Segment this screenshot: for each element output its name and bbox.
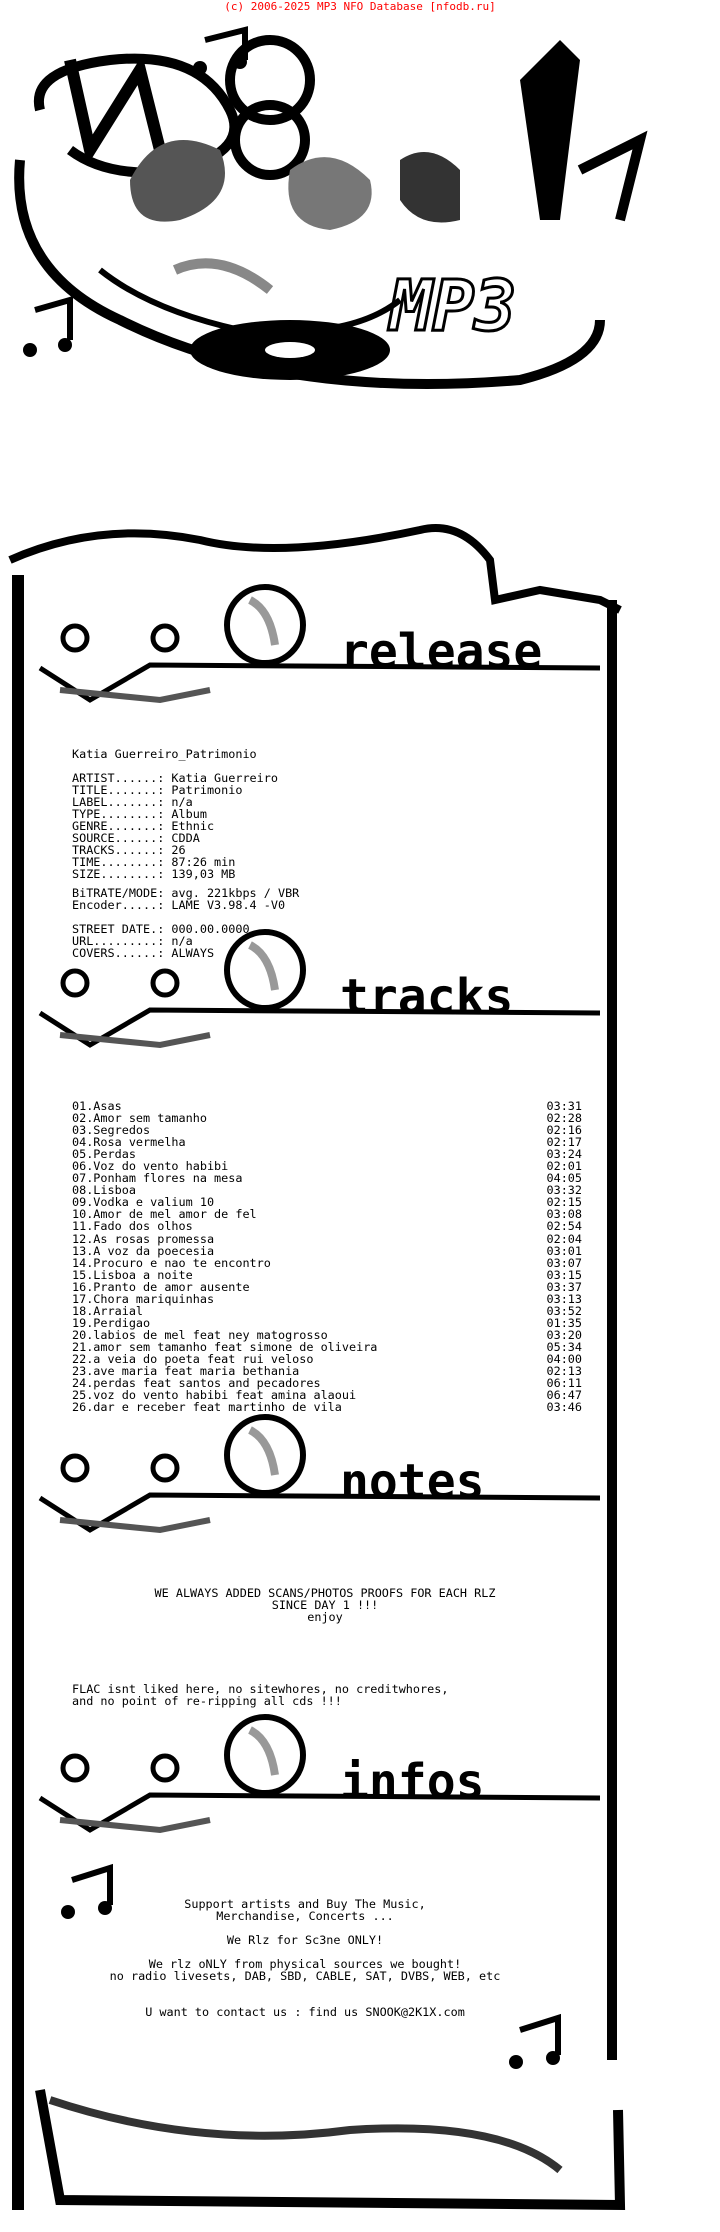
flac-line-1: FLAC isnt liked here, no sitewhores, no creditwhores, [72, 1682, 449, 1696]
track-row [72, 1220, 582, 1232]
release-field: Encoder.....: LAME V3.98.4 -V0 [72, 898, 286, 913]
track-title: 13.A voz da poecesia [72, 1243, 215, 1258]
flac-line-2: and no point of re-ripping all cds !!! [72, 1694, 342, 1708]
track-title: 23.ave maria feat maria bethania [72, 1364, 300, 1379]
track-title: 20.labios de mel feat ney matogrosso [72, 1327, 328, 1342]
section-title-infos: infos [340, 1754, 485, 1810]
track-row [72, 1269, 582, 1281]
track-title: 06.Voz do vento habibi [72, 1159, 229, 1174]
track-row [72, 1293, 582, 1305]
track-title: 10.Amor de mel amor de fel [72, 1207, 257, 1222]
track-time: 03:13 [546, 1291, 582, 1306]
track-row [72, 1136, 582, 1148]
track-time: 03:32 [546, 1183, 582, 1198]
release-field: ARTIST......: Katia Guerreiro [72, 771, 278, 785]
infos-line-4: We rlz oNLY from physical sources we bought! [148, 1957, 462, 1971]
release-name: Katia Guerreiro_Patrimonio [72, 747, 257, 761]
track-title: 24.perdas feat santos and pecadores [72, 1376, 321, 1391]
track-time: 02:13 [546, 1364, 582, 1379]
section-title-tracks: tracks [340, 969, 514, 1025]
track-time: 02:17 [546, 1135, 582, 1150]
track-time: 02:54 [546, 1219, 582, 1234]
infos-line-2: Merchandise, Concerts ... [216, 1909, 394, 1923]
track-row [72, 1281, 582, 1293]
section-art-infos [40, 1717, 600, 1830]
release-field: GENRE.......: Ethnic [72, 819, 215, 834]
section-title-notes: notes [340, 1454, 485, 1510]
track-title: 04.Rosa vermelha [72, 1135, 186, 1150]
track-time: 01:35 [546, 1315, 582, 1330]
track-title: 08.Lisboa [72, 1183, 136, 1198]
track-row [72, 1257, 582, 1269]
infos-line-1: Support artists and Buy The Music, [184, 1897, 426, 1911]
track-row [72, 1233, 582, 1245]
snook-logo [19, 30, 640, 384]
music-note-icon [23, 300, 72, 357]
infos-line-5: no radio livesets, DAB, SBD, CABLE, SAT, DVBS, WEB, etc [109, 1969, 501, 1983]
track-title: 01.Asas [72, 1099, 122, 1113]
track-title: 02.Amor sem tamanho [72, 1111, 207, 1126]
track-title: 26.dar e receber feat martinho de vila [72, 1400, 342, 1415]
track-title: 11.Fado dos olhos [72, 1219, 193, 1234]
section-title-release: release [340, 624, 543, 680]
track-time: 02:16 [546, 1123, 582, 1138]
music-note-icon [509, 2018, 560, 2069]
track-time: 03:07 [546, 1255, 582, 1270]
track-time: 03:15 [546, 1267, 582, 1282]
track-time: 03:01 [546, 1243, 582, 1258]
track-time: 02:28 [546, 1111, 582, 1126]
track-title: 25.voz do vento habibi feat amina alaoui [72, 1388, 357, 1403]
track-time: 03:52 [546, 1303, 582, 1318]
track-title: 03.Segredos [72, 1123, 151, 1138]
release-field: STREET DATE.: 000.00.0000 [72, 922, 250, 936]
notes-line-2: SINCE DAY 1 !!! [271, 1598, 379, 1612]
release-field: COVERS......: ALWAYS [72, 946, 215, 961]
track-time: 04:00 [546, 1351, 582, 1366]
track-title: 14.Procuro e nao te encontro [72, 1255, 271, 1270]
site-header: (c) 2006-2025 MP3 NFO Database [nfodb.ru] [224, 0, 496, 13]
track-title: 22.a veia do poeta feat rui veloso [72, 1351, 314, 1366]
track-time: 03:46 [546, 1400, 582, 1415]
release-field: TYPE........: Album [72, 807, 207, 822]
track-row [72, 1401, 582, 1413]
track-time: 03:31 [546, 1099, 582, 1113]
track-title: 19.Perdigao [72, 1315, 151, 1330]
track-title: 16.Pranto de amor ausente [72, 1279, 250, 1294]
infos-line-6: U want to contact us : find us SNOOK@2K1X.com [145, 2005, 465, 2019]
track-time: 06:47 [546, 1388, 582, 1403]
track-time: 02:15 [546, 1195, 582, 1210]
infos-line-3: We Rlz for Sc3ne ONLY! [226, 1933, 384, 1947]
track-time: 02:04 [546, 1231, 582, 1246]
track-title: 09.Vodka e valium 10 [72, 1195, 215, 1210]
release-meta [72, 923, 250, 959]
release-field: TIME........: 87:26 min [72, 855, 236, 870]
track-title: 05.Perdas [72, 1147, 136, 1162]
notes-line-3: enjoy [307, 1610, 343, 1624]
track-title: 18.Arraial [72, 1303, 144, 1318]
track-time: 03:08 [546, 1207, 582, 1222]
track-time: 04:05 [546, 1171, 582, 1186]
notes-line-1: WE ALWAYS ADDED SCANS/PHOTOS PROOFS FOR EACH RLZ [154, 1586, 496, 1600]
track-row [72, 1172, 582, 1184]
release-field: TRACKS......: 26 [72, 843, 186, 858]
track-title: 15.Lisboa a noite [72, 1267, 193, 1282]
track-time: 02:01 [546, 1159, 582, 1174]
track-time: 03:37 [546, 1279, 582, 1294]
release-field: TITLE.......: Patrimonio [72, 783, 243, 798]
release-field: URL.........: n/a [72, 934, 193, 949]
track-time: 03:20 [546, 1327, 582, 1342]
track-time: 03:24 [546, 1147, 582, 1162]
track-time: 05:34 [546, 1339, 582, 1354]
tracklist [72, 1100, 582, 1413]
release-field: BiTRATE/MODE: avg. 221kbps / VBR [72, 886, 300, 900]
track-row [72, 1245, 582, 1257]
release-encoding [72, 887, 299, 911]
release-field: SIZE........: 139,03 MB [72, 867, 236, 882]
track-title: 12.As rosas promessa [72, 1231, 215, 1246]
mp3-logo-text: MP3 [390, 265, 517, 347]
release-field: LABEL.......: n/a [72, 795, 193, 810]
track-title: 17.Chora mariquinhas [72, 1291, 215, 1306]
track-title: 21.amor sem tamanho feat simone de oliveira [72, 1339, 378, 1354]
track-title: 07.Ponham flores na mesa [72, 1171, 243, 1186]
track-time: 06:11 [546, 1376, 582, 1391]
release-fields [72, 772, 278, 880]
release-field: SOURCE......: CDDA [72, 831, 200, 846]
section-art-notes [40, 1417, 600, 1530]
